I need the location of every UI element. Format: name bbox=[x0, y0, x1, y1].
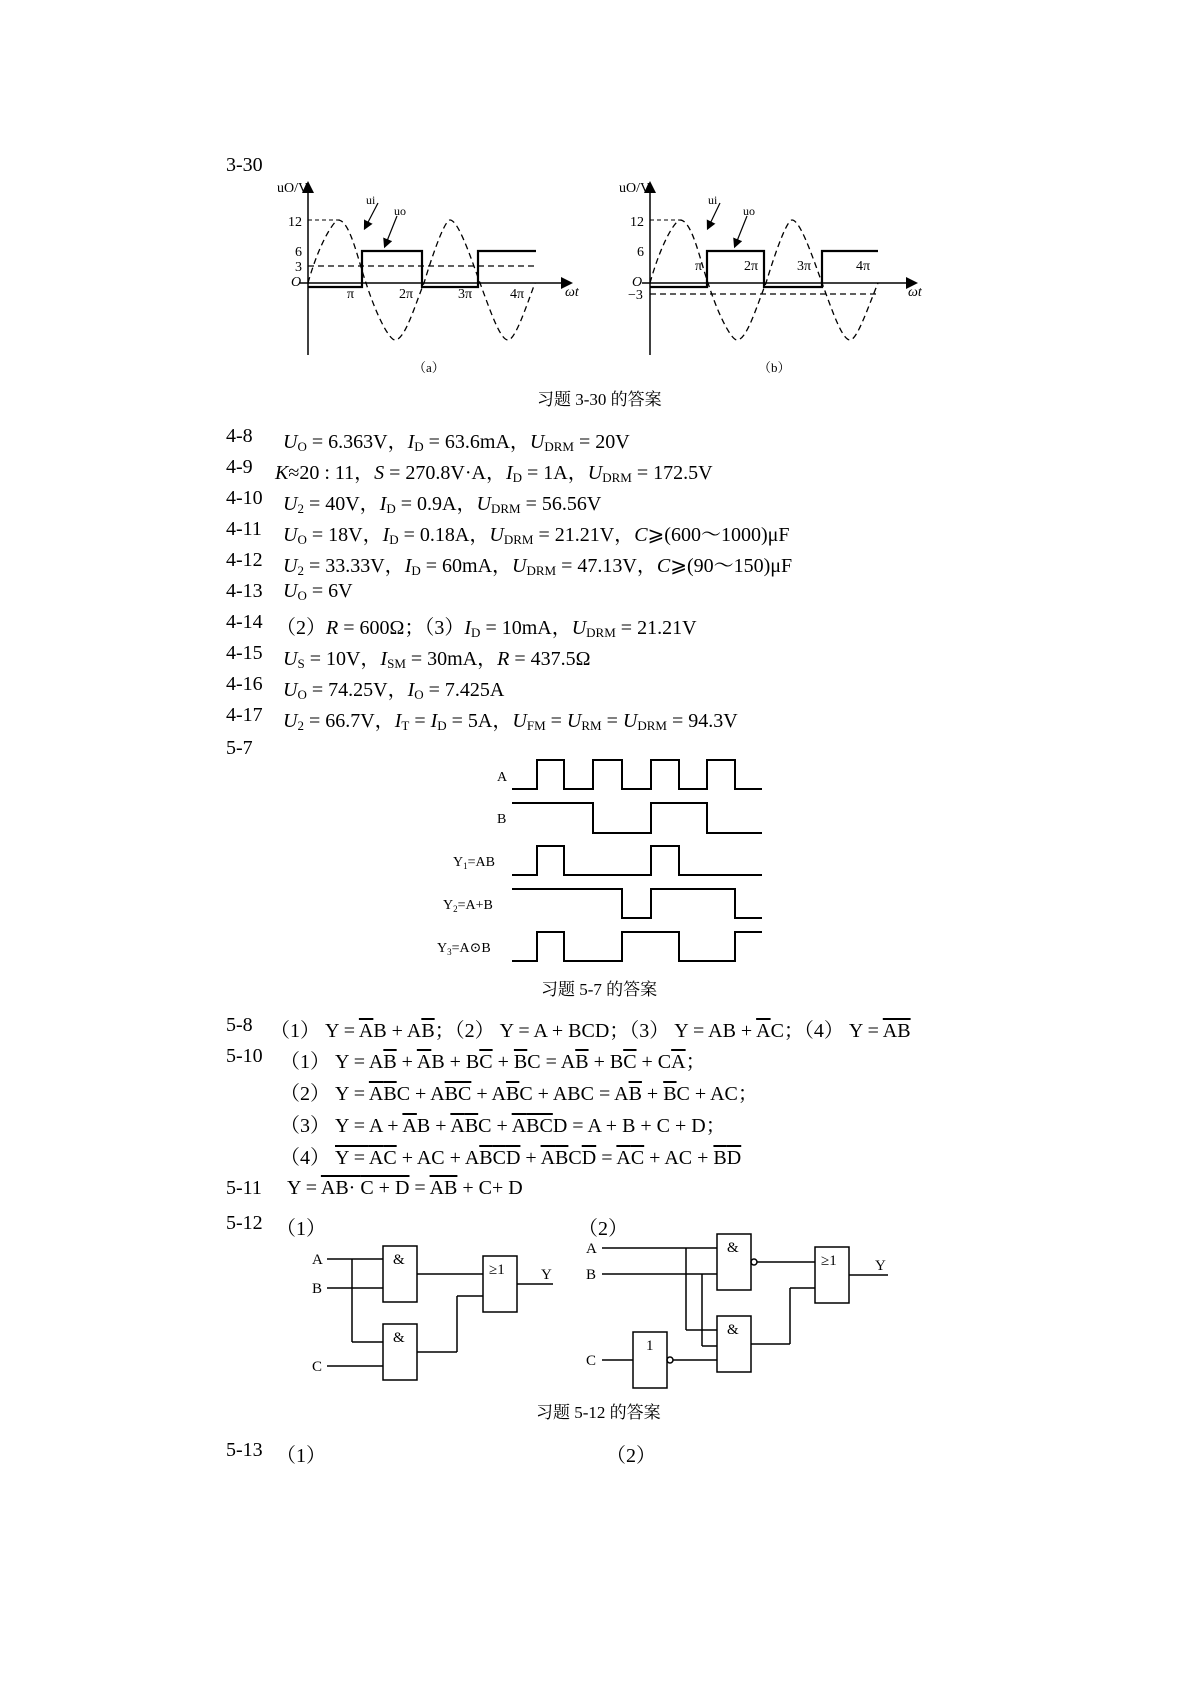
problem-5-12-part1: （1） bbox=[276, 1218, 326, 1240]
problem-5-7-number: 5-7 bbox=[226, 737, 253, 759]
answer-5-10-3: （3） $Y = A + \overline{A}B + \overline{A}\overline{B}C + \overline{A}\overline{B}\overline{C}D = A + B + C + D$； bbox=[280, 1115, 726, 1137]
answer-5-10-2: （2） $Y = \overline{A}\overline{B}C + A\overline{B}\overline{C} + A\overline{B}C$ + ABC = $A\overline{B} + \overline{B}C$ + AC； bbox=[280, 1083, 758, 1105]
svg-text:3: 3 bbox=[295, 260, 302, 275]
svg-text:&: & bbox=[727, 1322, 739, 1338]
signal-Y2 bbox=[512, 889, 762, 918]
svg-text:≥1: ≥1 bbox=[821, 1253, 837, 1269]
svg-text:Y2=A+B: $Y_2=A+B$ bbox=[443, 898, 493, 914]
caption-5-7: 习题 5-7 的答案 bbox=[541, 980, 658, 999]
svg-text:−3: −3 bbox=[628, 288, 643, 303]
ylabel-a: uO/V bbox=[277, 181, 309, 196]
waveform-3-30a bbox=[270, 170, 600, 380]
svg-text:uO/V: uO/V bbox=[619, 181, 651, 196]
answer-5-10-4: （4） $Y = \overline{A}\overline{C}$ + AC + $A\overline{B}\overline{C}\overline{D} + \overline{A}\overline{B}C\overline{D} = \overline{A}\overline{C}$ + AC + $\overline{B}\overline{D}$ bbox=[280, 1147, 742, 1169]
signal-Y3 bbox=[512, 932, 762, 961]
svg-text:1: 1 bbox=[646, 1338, 654, 1354]
svg-text:6: 6 bbox=[295, 245, 302, 260]
svg-text:π: π bbox=[695, 259, 703, 274]
timing-diagram-5-7 bbox=[430, 755, 770, 970]
problem-3-30-number: 3-30 bbox=[226, 154, 263, 176]
problem-5-10-number: 5-10 bbox=[226, 1045, 263, 1067]
answer-4-11: $U_O = 18V$，$I_D = 0.18A$，$U_{DRM} = 21.21V$，C⩾(600～1000)μF bbox=[283, 524, 790, 547]
problem-5-13-part2: （2） bbox=[606, 1445, 656, 1467]
svg-text:C: C bbox=[312, 1359, 323, 1375]
uo-wave-a bbox=[308, 251, 536, 287]
problem-4-13-number: 4-13 bbox=[226, 580, 263, 602]
svg-text:4π: 4π bbox=[856, 259, 871, 274]
caption-5-12: 习题 5-12 的答案 bbox=[536, 1403, 661, 1422]
svg-text:B: B bbox=[497, 812, 507, 827]
svg-text:6: 6 bbox=[637, 245, 644, 260]
problem-5-12-part2: （2） bbox=[578, 1218, 628, 1240]
problem-4-12-number: 4-12 bbox=[226, 549, 263, 571]
caption-3-30: 习题 3-30 的答案 bbox=[537, 390, 662, 409]
answer-5-10-1: （1） $Y = A\overline{B} + \overline{A}B + B\overline{C} + \overline{B}C = A\overline{B} + B\overline{C} + C\overline{A}$； bbox=[280, 1051, 706, 1073]
problem-4-17-number: 4-17 bbox=[226, 704, 263, 726]
svg-text:Y: Y bbox=[541, 1267, 552, 1283]
answer-4-17: $U_2 = 66.7V$，$I_T = I_D = 5A$，$U_{FM} = U_{RM} = U_{DRM} = 94.3V$ bbox=[283, 710, 738, 733]
svg-text:&: & bbox=[727, 1240, 739, 1256]
svg-text:&: & bbox=[393, 1252, 405, 1268]
problem-4-8-number: 4-8 bbox=[226, 425, 253, 447]
logic-circuit-5-12-1 bbox=[300, 1235, 570, 1390]
answer-4-8: $U_O = 6.363V$，$I_D = 63.6mA$，$U_{DRM} = 20V$ bbox=[283, 431, 630, 454]
problem-5-13-part1: （1） bbox=[276, 1445, 326, 1467]
uo-label-a: uo bbox=[394, 204, 406, 218]
svg-text:A: A bbox=[586, 1241, 597, 1257]
svg-text:12: 12 bbox=[288, 215, 302, 230]
svg-text:2π: 2π bbox=[744, 259, 759, 274]
svg-text:O: O bbox=[291, 275, 302, 290]
problem-4-14-number: 4-14 bbox=[226, 611, 263, 633]
svg-text:Y3=A⊙B: $Y_3=A⊙B$ bbox=[437, 941, 491, 957]
answer-4-15: $U_S = 10V$，$I_{SM} = 30mA$，R = 437.5Ω bbox=[283, 648, 591, 671]
svg-text:≥1: ≥1 bbox=[489, 1262, 505, 1278]
svg-text:3π: 3π bbox=[458, 287, 473, 302]
svg-text:4π: 4π bbox=[510, 287, 525, 302]
problem-5-12-number: 5-12 bbox=[226, 1212, 263, 1234]
svg-text:Y: Y bbox=[875, 1258, 886, 1274]
ui-label-a: ui bbox=[366, 193, 376, 207]
svg-text:C: C bbox=[586, 1353, 597, 1369]
problem-5-8-number: 5-8 bbox=[226, 1014, 253, 1036]
problem-5-13-number: 5-13 bbox=[226, 1439, 263, 1461]
svg-text:（b）: （b） bbox=[758, 360, 791, 375]
svg-text:A: A bbox=[497, 770, 508, 785]
signal-A bbox=[512, 760, 762, 789]
answer-4-14: （2）R = 600Ω；$(3)I_D = 10mA$，$U_{DRM} = 21.21V$ bbox=[276, 617, 697, 640]
answer-5-8: （1） $Y = \overline{A}B + A\overline{B}$；（2） Y = A + BCD；（3） Y = AB + $\overline{A}C$；（4） $Y = \overline{AB}$ bbox=[270, 1020, 911, 1042]
svg-text:（a）: （a） bbox=[413, 360, 445, 375]
svg-text:&: & bbox=[393, 1330, 405, 1346]
svg-text:Y1=AB: $Y_1=AB$ bbox=[453, 855, 495, 871]
answer-4-10: $U_2 = 40V$，$I_D = 0.9A$，$U_{DRM} = 56.56V$ bbox=[283, 493, 602, 516]
signal-B bbox=[512, 803, 762, 833]
svg-text:π: π bbox=[347, 287, 355, 302]
svg-text:uo: uo bbox=[743, 204, 755, 218]
problem-4-16-number: 4-16 bbox=[226, 673, 263, 695]
uo-wave-b bbox=[650, 251, 878, 287]
answer-4-9: K≈20 : 11，S = 270.8V·A，$I_D = 1A$，$U_{DRM} = 172.5V$ bbox=[275, 462, 713, 485]
svg-text:ui: ui bbox=[708, 193, 718, 207]
svg-text:A: A bbox=[312, 1252, 323, 1268]
answer-4-13: $U_O = 6V$ bbox=[283, 580, 353, 603]
answer-5-11: $Y = AB\cdot C + D = \overline{AB} + C+ D$ bbox=[287, 1177, 523, 1199]
svg-text:O: O bbox=[632, 275, 643, 290]
problem-5-11-number: 5-11 bbox=[226, 1177, 262, 1199]
answer-4-12: $U_2 = 33.33V$，$I_D = 60mA$，$U_{DRM} = 47.13V$，C⩾(90～150)μF bbox=[283, 555, 793, 578]
svg-text:3π: 3π bbox=[797, 259, 812, 274]
svg-text:12: 12 bbox=[630, 215, 644, 230]
signal-Y1 bbox=[512, 846, 762, 875]
svg-text:B: B bbox=[586, 1267, 597, 1283]
svg-text:B: B bbox=[312, 1281, 323, 1297]
problem-4-10-number: 4-10 bbox=[226, 487, 263, 509]
svg-text:2π: 2π bbox=[399, 287, 414, 302]
waveform-3-30b bbox=[610, 170, 940, 380]
problem-4-15-number: 4-15 bbox=[226, 642, 263, 664]
answer-4-16: $U_O = 74.25V$，$I_O = 7.425A$ bbox=[283, 679, 505, 702]
svg-text:ωt: ωt bbox=[908, 285, 922, 300]
svg-text:ωt: ωt bbox=[565, 285, 579, 300]
problem-4-11-number: 4-11 bbox=[226, 518, 262, 540]
logic-circuit-5-12-2 bbox=[575, 1225, 895, 1390]
problem-4-9-number: 4-9 bbox=[226, 456, 253, 478]
